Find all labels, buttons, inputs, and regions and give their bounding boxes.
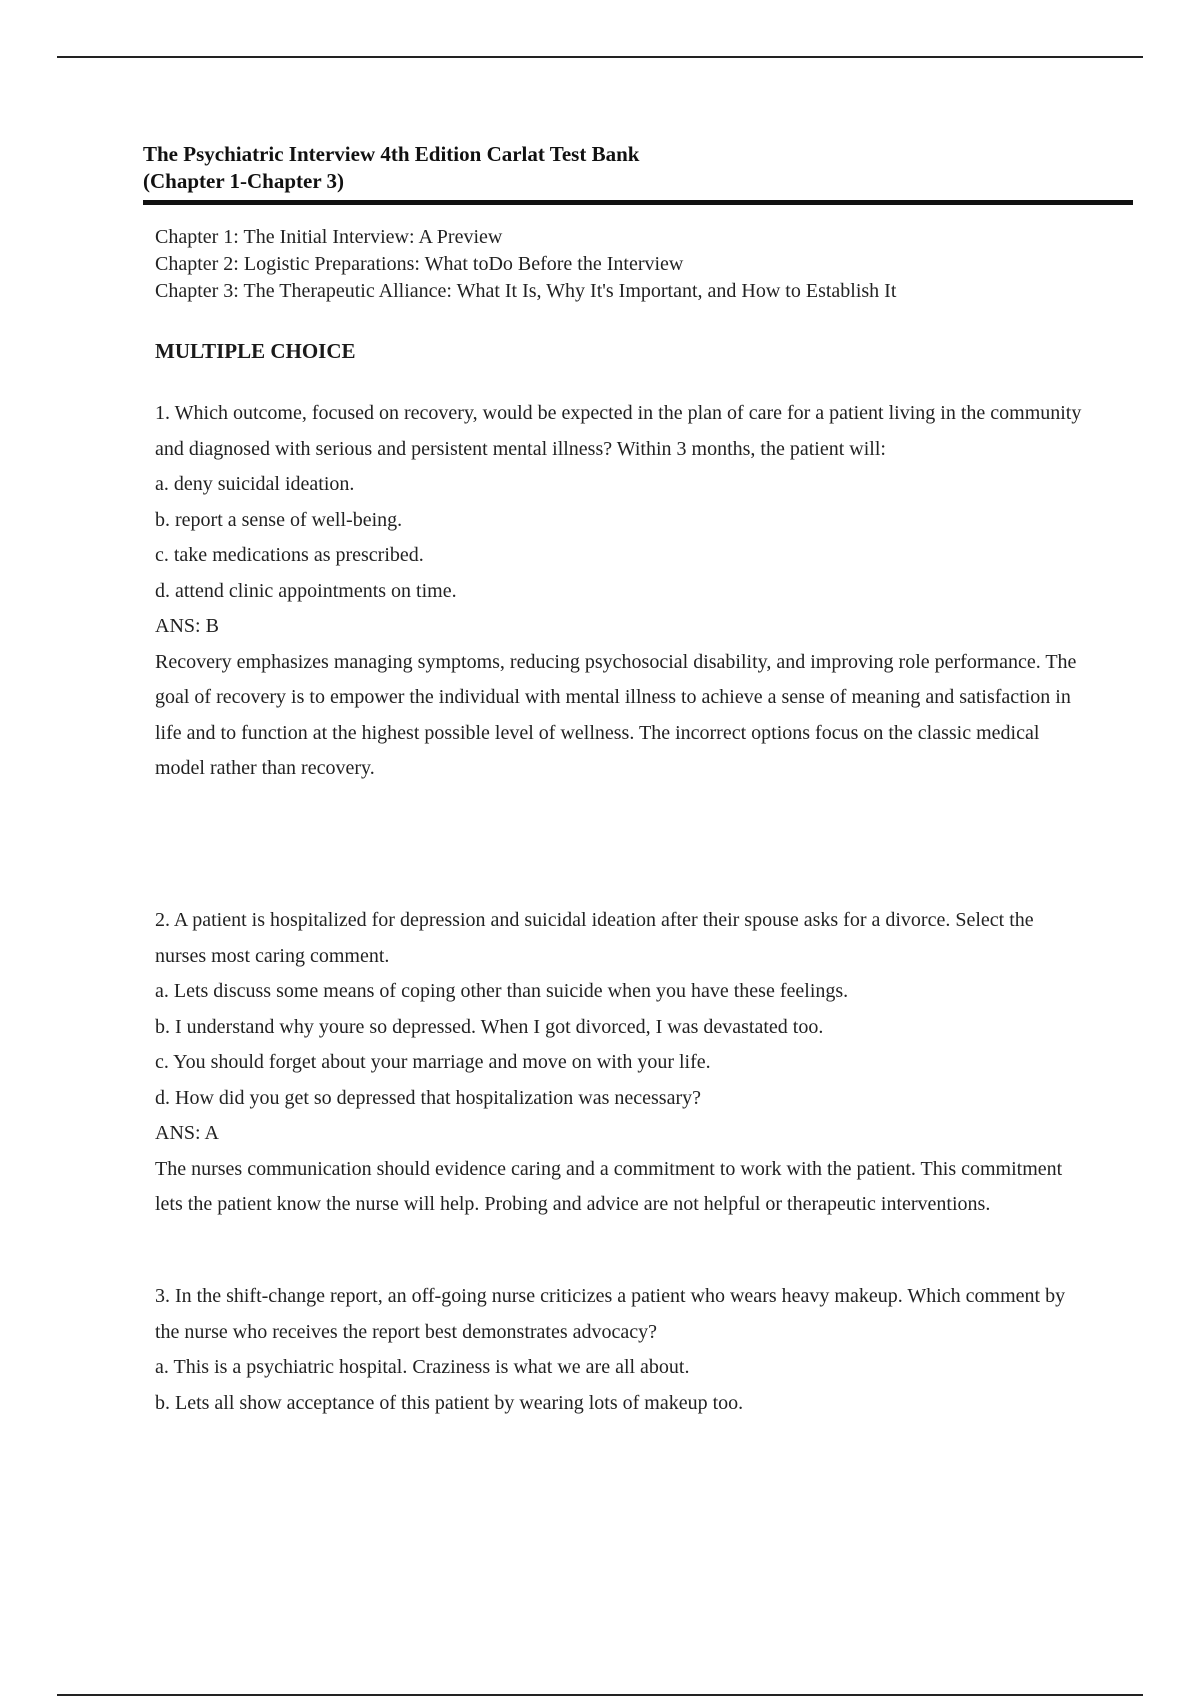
top-rule (57, 56, 1143, 58)
answer-option: c. take medications as prescribed. (155, 544, 424, 566)
question-2 (155, 903, 1085, 1223)
title-underline (143, 200, 1133, 205)
chapter-item: Chapter 1: The Initial Interview: A Preview (155, 226, 503, 248)
answer-option: b. Lets all show acceptance of this patient by wearing lots of makeup too. (155, 1391, 744, 1414)
answer-option: c. You should forget about your marriage and move on with your life. (155, 1051, 711, 1073)
document-title (143, 141, 1133, 195)
answer-option: d. attend clinic appointments on time. (155, 579, 457, 602)
question-1 (155, 396, 1085, 787)
answer-option: a. deny suicidal ideation. (155, 473, 355, 495)
question-stem: 1. Which outcome, focused on recovery, would be expected in the plan of care for a patient living in the community and diagnosed with serious and persistent mental illness? Within 3 months, the patient will: (155, 402, 1082, 460)
question-3 (155, 1279, 1085, 1421)
answer-option: b. report a sense of well-being. (155, 508, 403, 531)
answer-key: ANS: B (155, 615, 219, 637)
answer-option: d. How did you get so depressed that hospitalization was necessary? (155, 1086, 701, 1109)
answer-option: b. I understand why youre so depressed. When I got divorced, I was devastated too. (155, 1015, 824, 1038)
answer-key: ANS: A (155, 1122, 219, 1144)
chapter-item: Chapter 2: Logistic Preparations: What toDo Before the Interview (155, 253, 684, 275)
rationale: The nurses communication should evidence caring and a commitment to work with the patient. This commitment lets the patient know the nurse will help. Probing and advice are not helpful or therapeutic interventions. (155, 1157, 1063, 1215)
question-stem: 3. In the shift-change report, an off-going nurse criticizes a patient who wears heavy makeup. Which comment by the nurse who receives the report best demonstrates advocacy? (155, 1285, 1066, 1343)
chapter-list (155, 224, 1135, 305)
answer-option: a. This is a psychiatric hospital. Craziness is what we are all about. (155, 1356, 690, 1378)
answer-option: a. Lets discuss some means of coping other than suicide when you have these feelings. (155, 980, 849, 1002)
rationale: Recovery emphasizes managing symptoms, reducing psychosocial disability, and improving role performance. The goal of recovery is to empower the individual with mental illness to achieve a sense of meaning and satisfaction in life and to function at the highest possible level of wellness. The incorrect options focus on the classic medical model rather than recovery. (155, 650, 1077, 779)
section-heading: MULTIPLE CHOICE (155, 339, 356, 363)
title-line-1: The Psychiatric Interview 4th Edition Carlat Test Bank (143, 142, 640, 166)
chapter-item: Chapter 3: The Therapeutic Alliance: What It Is, Why It's Important, and How to Establish It (155, 280, 897, 302)
bottom-rule (57, 1694, 1143, 1696)
question-stem: 2. A patient is hospitalized for depression and suicidal ideation after their spouse asks for a divorce. Select the nurses most caring comment. (155, 909, 1034, 967)
title-line-2: (Chapter 1-Chapter 3) (143, 169, 345, 193)
